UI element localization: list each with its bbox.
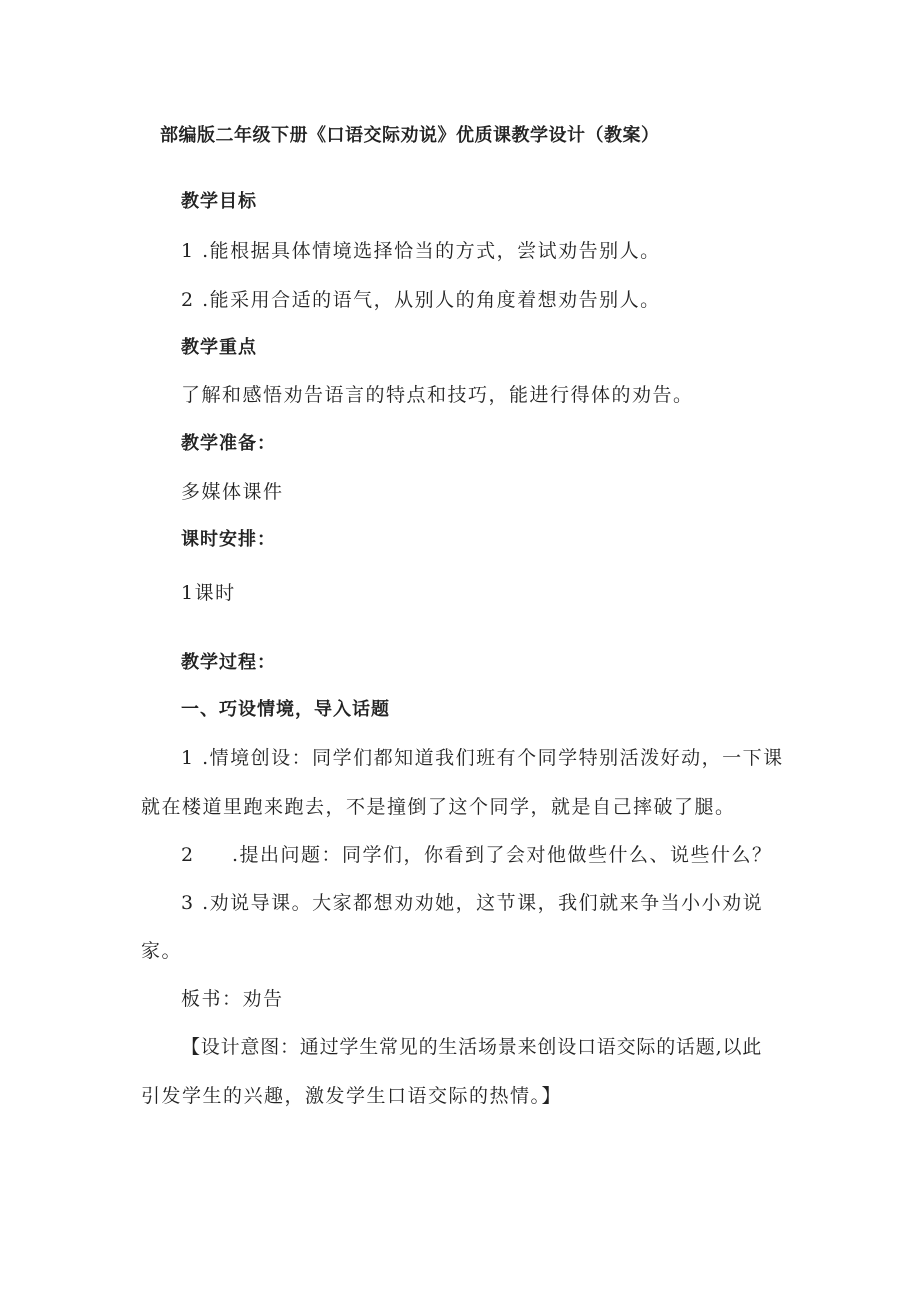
preparation-heading: 教学准备： xyxy=(181,433,276,454)
key-points-heading: 教学重点 xyxy=(181,337,257,358)
document-title: 部编版二年级下册《口语交际劝说》优质课教学设计（教案） xyxy=(160,125,660,146)
key-points-text: 了解和感悟劝告语言的特点和技巧，能进行得体的劝告。 xyxy=(181,384,694,406)
preparation-text: 多媒体课件 xyxy=(181,481,284,503)
process-heading: 教学过程： xyxy=(181,652,276,673)
objective-item-1: 1 .能根据具体情境选择恰当的方式，尝试劝告别人。 xyxy=(181,240,661,262)
step-2-number: 2 xyxy=(181,844,195,866)
section-1-heading: 一、巧设情境，导入话题 xyxy=(181,699,390,720)
objectives-heading: 教学目标 xyxy=(181,191,257,212)
step-1-line-1: 1 .情境创设：同学们都知道我们班有个同学特别活泼好动，一下课 xyxy=(181,747,784,769)
step-2-text: .提出问题：同学们，你看到了会对他做些什么、说些什么？ xyxy=(232,844,773,866)
design-intent-line-1: 【设计意图：通过学生常见的生活场景来创设口语交际的话题,以此 xyxy=(181,1036,763,1058)
schedule-text: 1课时 xyxy=(181,582,236,604)
schedule-heading: 课时安排： xyxy=(181,529,276,550)
step-3-line-1: 3 .劝说导课。大家都想劝劝她，这节课，我们就来争当小小劝说 xyxy=(181,892,764,914)
objective-item-2: 2 .能采用合适的语气，从别人的角度着想劝告别人。 xyxy=(181,289,661,311)
step-1-line-2: 就在楼道里跑来跑去，不是撞倒了这个同学，就是自己摔破了腿。 xyxy=(141,796,736,818)
design-intent-line-2: 引发学生的兴趣，激发学生口语交际的热情。】 xyxy=(141,1085,563,1107)
board-writing: 板书：劝告 xyxy=(181,988,284,1010)
step-3-line-2: 家。 xyxy=(141,940,183,962)
